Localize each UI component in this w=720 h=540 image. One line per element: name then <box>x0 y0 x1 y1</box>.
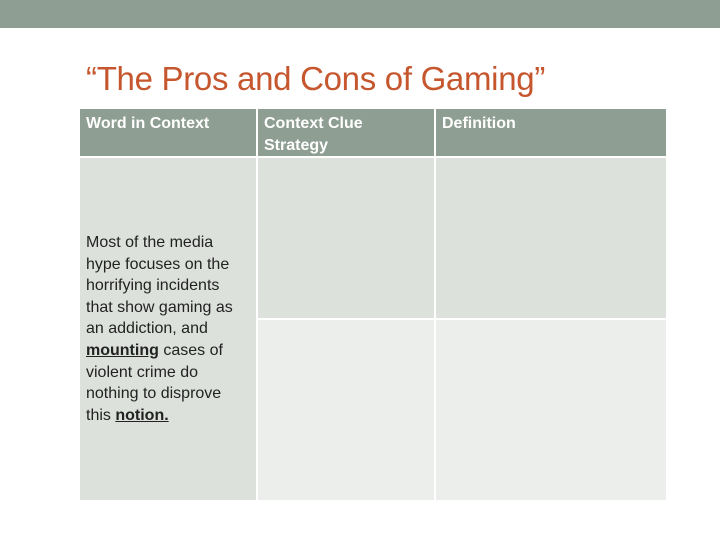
table-row <box>79 157 667 319</box>
slide-title: “The Pros and Cons of Gaming” <box>86 60 546 97</box>
vocabulary-table <box>78 107 668 502</box>
context-clue-cell-2 <box>257 319 435 501</box>
top-accent-band <box>0 0 720 28</box>
definition-cell-1 <box>435 157 667 319</box>
table-header-row <box>79 108 667 157</box>
word-in-context-cell <box>79 157 257 501</box>
context-sentence-start: Most of the media hype focuses on the horrifying incidents that show gaming as an addiction, and <box>86 234 233 338</box>
header-context-clue-strategy: Context Clue Strategy <box>257 108 435 157</box>
header-word-in-context: Word in Context <box>79 108 257 157</box>
definition-cell-2 <box>435 319 667 501</box>
keyword-mounting: mounting <box>86 341 159 359</box>
header-definition: Definition <box>435 108 667 157</box>
context-sentence-middle: cases of violent crime do nothing to disprove this <box>86 341 223 424</box>
keyword-notion: notion. <box>115 406 169 424</box>
context-clue-cell-1 <box>257 157 435 319</box>
